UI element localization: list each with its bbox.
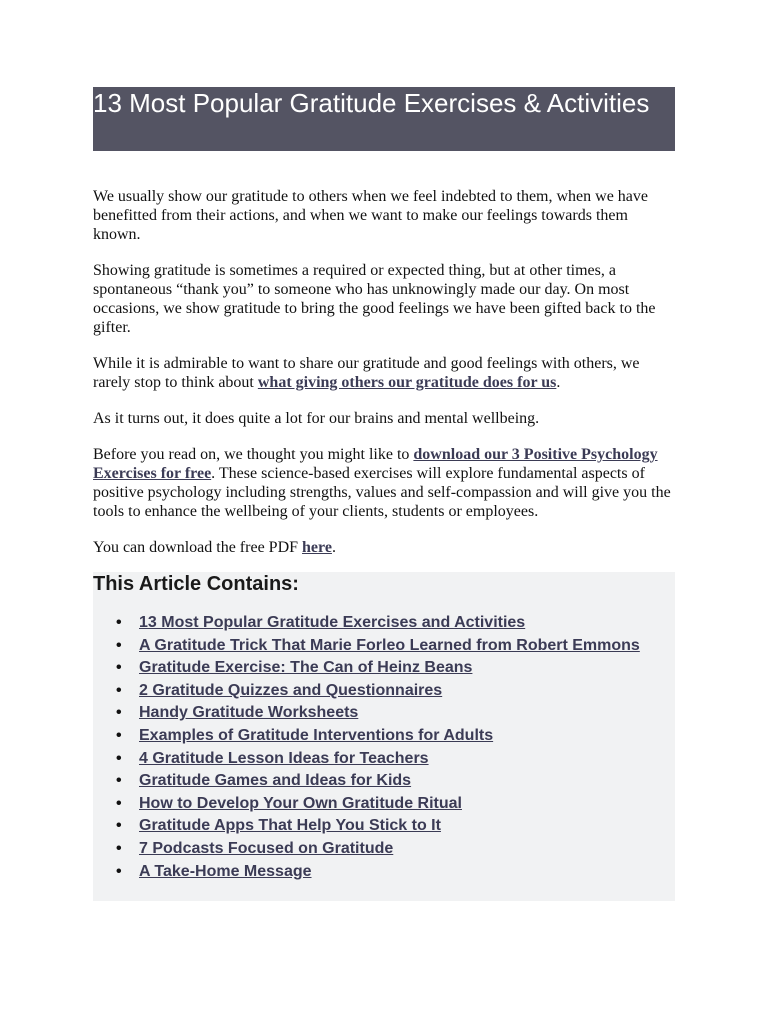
paragraph-text: .	[331, 539, 336, 556]
list-item	[93, 726, 675, 745]
list-item	[93, 771, 675, 790]
gratitude-benefits-link[interactable]: what giving others our gratitude does for us	[257, 374, 557, 391]
contents-link[interactable]: Handy Gratitude Worksheets	[139, 704, 359, 722]
contents-link[interactable]: A Gratitude Trick That Marie Forleo Learned from Robert Emmons	[139, 636, 640, 654]
contents-link[interactable]: 2 Gratitude Quizzes and Questionnaires	[139, 681, 443, 699]
bullet-icon: •	[116, 794, 122, 812]
contents-list	[93, 613, 675, 881]
table-of-contents	[93, 572, 675, 901]
paragraph-download-offer	[93, 445, 675, 521]
bullet-icon: •	[116, 681, 122, 699]
bullet-icon: •	[116, 817, 122, 835]
bullet-icon: •	[116, 704, 122, 722]
bullet-icon: •	[116, 862, 122, 880]
contents-link[interactable]: 7 Podcasts Focused on Gratitude	[139, 839, 394, 857]
paragraph-text: You can download the free PDF	[93, 539, 303, 556]
bullet-icon: •	[116, 749, 122, 767]
list-item	[93, 839, 675, 858]
paragraph-text: While it is admirable to want to share our gratitude and good feelings with others, we rarely stop to think about	[93, 355, 640, 391]
list-item	[93, 613, 675, 632]
list-item	[93, 681, 675, 700]
bullet-icon: •	[116, 636, 122, 654]
list-item	[93, 794, 675, 813]
paragraph-text: .	[556, 374, 561, 391]
intro-paragraph: We usually show our gratitude to others when we feel indebted to them, when we have benefitted from their actions, and when we want to make our feelings towards them known.	[93, 188, 648, 243]
list-item	[93, 816, 675, 835]
bullet-icon: •	[116, 614, 122, 631]
paragraph-text: Before you read on, we thought you might like to	[93, 446, 414, 463]
paragraph-sharing-gratitude	[93, 354, 675, 392]
bullet-icon: •	[116, 839, 122, 857]
list-item	[93, 658, 675, 677]
article	[93, 87, 675, 901]
contents-link[interactable]: How to Develop Your Own Gratitude Ritual	[139, 794, 462, 812]
contents-link[interactable]: 4 Gratitude Lesson Ideas for Teachers	[139, 749, 429, 767]
paragraph-text: . These science-based exercises will explore fundamental aspects of positive psychology including strengths, values and self-compassion and will give you the tools to enhance the wellbeing of your clients, students or employees.	[93, 465, 671, 520]
contents-link[interactable]: Gratitude Games and Ideas for Kids	[139, 772, 412, 790]
download-pdf-link[interactable]: here	[302, 539, 332, 556]
page-title: 13 Most Popular Gratitude Exercises & Activities	[93, 87, 675, 151]
paragraph-download-pdf	[93, 538, 675, 557]
list-item	[93, 636, 675, 655]
list-item	[93, 703, 675, 722]
list-item	[93, 862, 675, 881]
bullet-icon: •	[116, 726, 122, 744]
paragraph-wellbeing: As it turns out, it does quite a lot for our brains and mental wellbeing.	[93, 410, 540, 427]
contents-link[interactable]: A Take-Home Message	[139, 862, 312, 880]
contents-link[interactable]: Examples of Gratitude Interventions for Adults	[139, 726, 494, 744]
contents-link[interactable]: Gratitude Apps That Help You Stick to It	[139, 817, 441, 835]
contents-link[interactable]: 13 Most Popular Gratitude Exercises and Activities	[139, 614, 526, 631]
list-item	[93, 749, 675, 768]
contents-link[interactable]: Gratitude Exercise: The Can of Heinz Beans	[139, 659, 473, 677]
download-exercises-link[interactable]: download our 3 Positive Psychology Exercises for free	[93, 446, 658, 482]
bullet-icon: •	[116, 659, 122, 677]
paragraph-showing-gratitude: Showing gratitude is sometimes a required or expected thing, but at other times, a spontaneous “thank you” to someone who has unknowingly made our day. On most occasions, we show gratitude to bring the good feelings we have been gifted back to the gifter.	[93, 262, 656, 336]
bullet-icon: •	[116, 772, 122, 790]
contents-heading: This Article Contains:	[93, 573, 299, 595]
